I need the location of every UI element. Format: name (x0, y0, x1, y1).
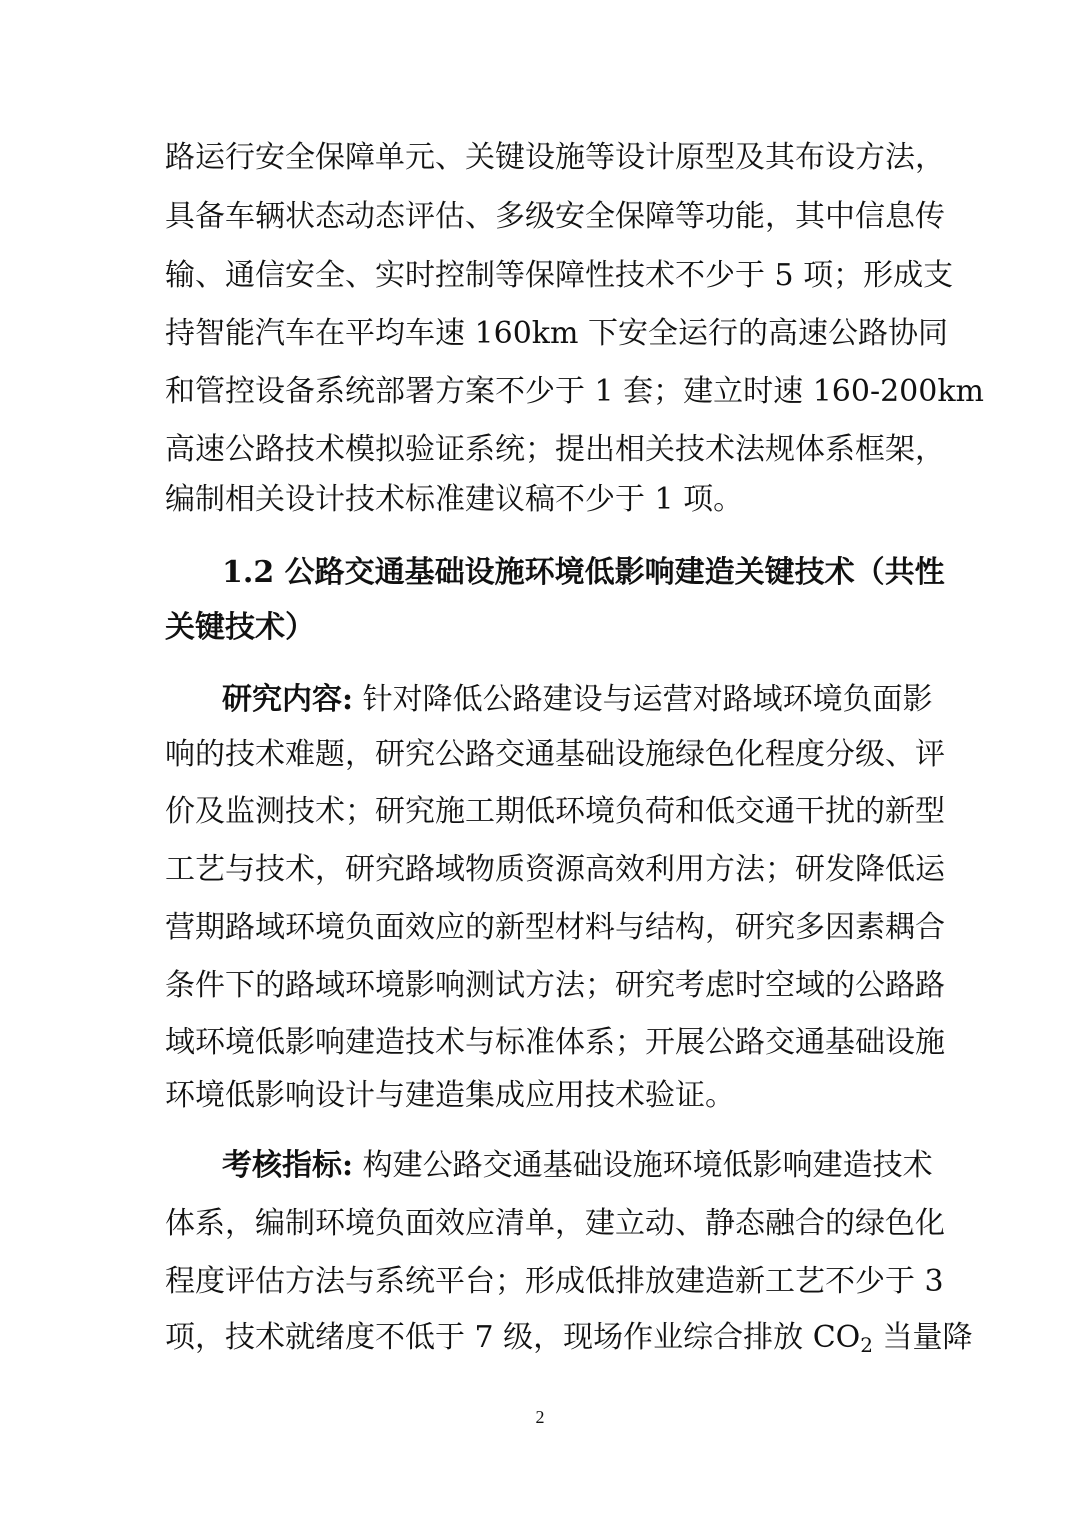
paragraph-line: 营期路域环境负面效应的新型材料与结构，研究多因素耦合 (165, 910, 945, 945)
paragraph-line: 响的技术难题，研究公路交通基础设施绿色化程度分级、评 (165, 737, 945, 772)
co2-subscript: 2 (860, 1333, 873, 1357)
section-heading-line: 1.2 公路交通基础设施环境低影响建造关键技术（共性 (222, 555, 945, 590)
research-first-line (222, 680, 933, 720)
paragraph-line: 和管控设备系统部署方案不少于 1 套；建立时速 160-200km (165, 374, 984, 409)
assessment-last-line-text: 项，技术就绪度不低于 7 级，现场作业综合排放 CO (165, 1320, 861, 1355)
paragraph-line: 体系，编制环境负面效应清单，建立动、静态融合的绿色化 (165, 1206, 945, 1241)
assessment-first-line (222, 1146, 933, 1186)
paragraph-line: 条件下的路域环境影响测试方法；研究考虑时空域的公路路 (165, 968, 945, 1003)
paragraph-line: 编制相关设计技术标准建议稿不少于 1 项。 (165, 482, 744, 517)
assessment-first-line-text: 构建公路交通基础设施环境低影响建造技术 (353, 1148, 933, 1183)
paragraph-line: 域环境低影响建造技术与标准体系；开展公路交通基础设施 (165, 1025, 945, 1060)
paragraph-line: 输、通信安全、实时控制等保障性技术不少于 5 项；形成支 (165, 258, 954, 293)
paragraph-line: 具备车辆状态动态评估、多级安全保障等功能，其中信息传 (165, 199, 945, 234)
paragraph-line: 路运行安全保障单元、关键设施等设计原型及其布设方法， (165, 140, 945, 175)
section-heading-line: 关键技术） (165, 610, 315, 645)
paragraph-line: 环境低影响设计与建造集成应用技术验证。 (165, 1078, 735, 1113)
assessment-label: 考核指标: (222, 1148, 354, 1183)
research-label: 研究内容: (222, 682, 354, 717)
assessment-last-line (165, 1318, 973, 1358)
page-number: 2 (535, 1407, 545, 1427)
paragraph-line: 工艺与技术，研究路域物质资源高效利用方法；研发降低运 (165, 852, 945, 887)
assessment-last-line-tail: 当量降 (872, 1320, 973, 1355)
research-first-line-text: 针对降低公路建设与运营对路域环境负面影 (353, 682, 933, 717)
paragraph-line: 程度评估方法与系统平台；形成低排放建造新工艺不少于 3 (165, 1264, 944, 1299)
paragraph-line: 价及监测技术；研究施工期低环境负荷和低交通干扰的新型 (165, 794, 945, 829)
paragraph-line: 持智能汽车在平均车速 160km 下安全运行的高速公路协同 (165, 316, 948, 351)
paragraph-line: 高速公路技术模拟验证系统；提出相关技术法规体系框架， (165, 432, 945, 467)
